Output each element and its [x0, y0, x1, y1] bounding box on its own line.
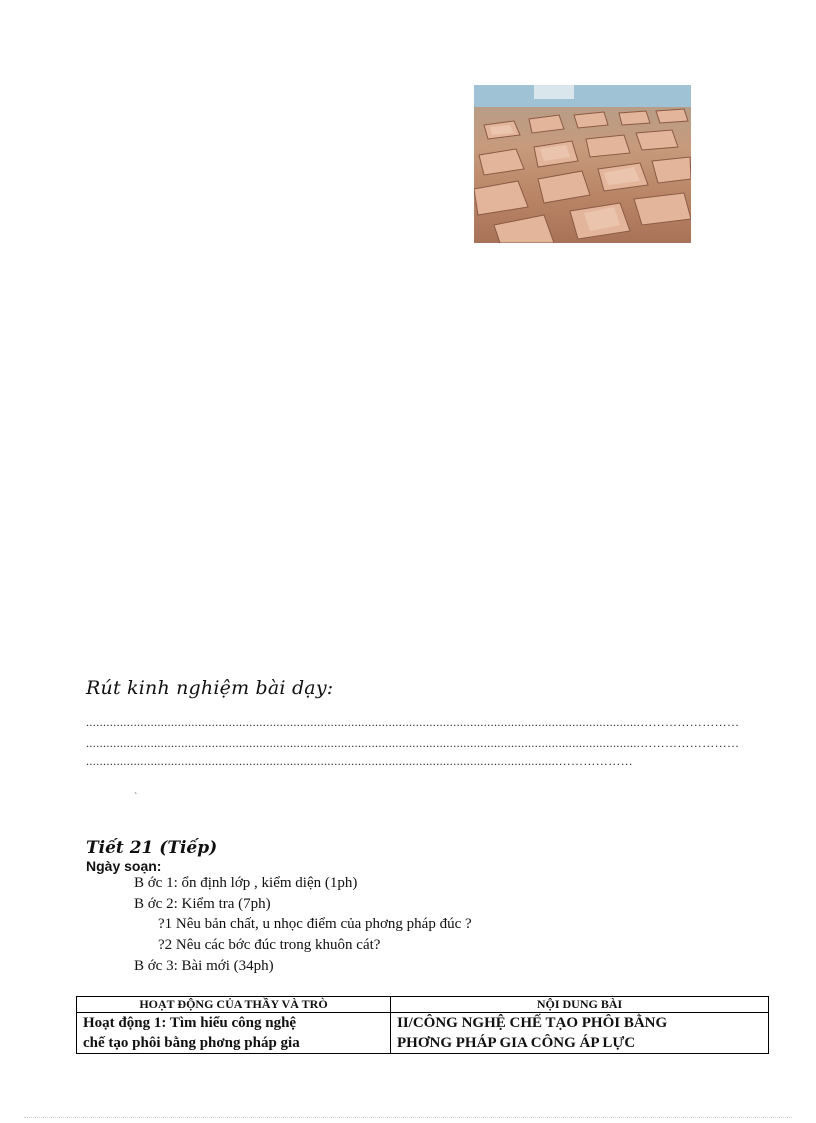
- activity-line-2: chế tạo phôi bằng phơng pháp gia: [83, 1035, 300, 1051]
- question-1: ?1 Nêu bản chất, u nhọc điểm của phơng pháp đúc ?: [158, 916, 472, 932]
- step-2: B ớc 2: Kiểm tra (7ph): [134, 896, 271, 912]
- reflection-line-3: ...........................................................................................................................................………………: [86, 754, 633, 768]
- step-3: B ớc 3: Bài mới (34ph): [134, 958, 274, 974]
- sand-mold-illustration: [474, 85, 691, 243]
- step-1: B ớc 1: ổn định lớp , kiểm diện (1ph): [134, 875, 358, 891]
- lesson-title: Tiết 21 (Tiếp): [86, 838, 218, 858]
- reflection-line-2: ...................................................................................................................................................................……………………: [86, 736, 740, 750]
- content-line-2: PHƠNG PHÁP GIA CÔNG ÁP LỰC: [397, 1035, 636, 1051]
- header-activities: HOẠT ĐỘNG CỦA THẦY VÀ TRÒ: [77, 997, 391, 1013]
- lesson-table: [76, 996, 769, 1054]
- reflection-line-1: ...................................................................................................................................................................……………………: [86, 715, 740, 729]
- page-edge-divider: [24, 1117, 792, 1118]
- table-header-row: [77, 997, 769, 1013]
- date-label: Ngày soạn:: [86, 858, 162, 874]
- reflection-heading: Rút kinh nghiệm bài dạy:: [86, 677, 334, 699]
- question-2: ?2 Nêu các bớc đúc trong khuôn cát?: [158, 937, 381, 953]
- content-cell: [391, 1013, 769, 1054]
- content-line-1: II/CÔNG NGHỆ CHẾ TẠO PHÔI BẰNG: [397, 1015, 668, 1031]
- activity-cell: [77, 1013, 391, 1054]
- stray-mark: `: [134, 792, 138, 803]
- header-content: NỘI DUNG BÀI: [391, 997, 769, 1013]
- sand-mold-photo: [474, 85, 691, 243]
- table-row: [77, 1013, 769, 1054]
- activity-line-1: Hoạt động 1: Tìm hiểu công nghệ: [83, 1015, 297, 1031]
